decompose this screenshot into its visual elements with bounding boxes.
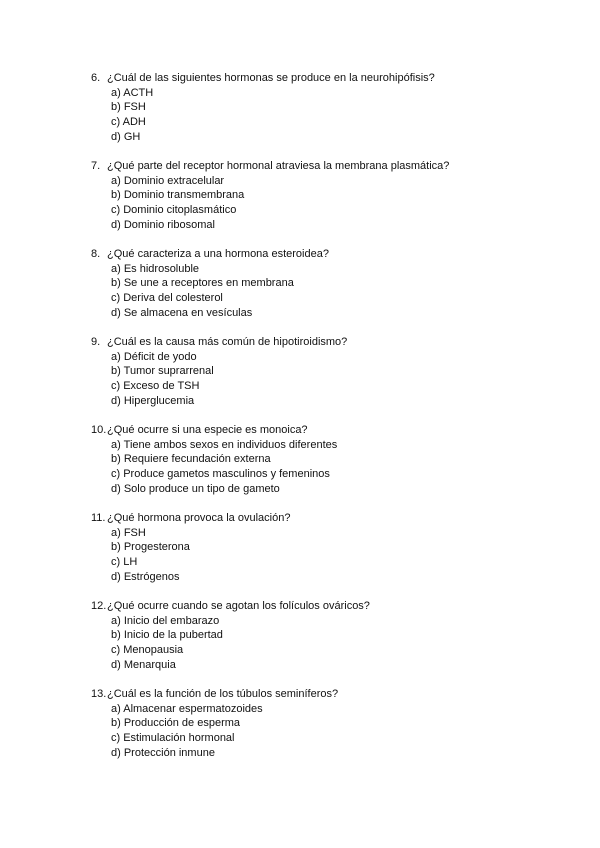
question-text: ¿Cuál es la causa más común de hipotiroidismo? [107,336,348,348]
question-8 [91,247,561,321]
question-number: 8. [91,248,101,260]
question-12 [91,599,561,673]
option-d: d) Solo produce un tipo de gameto [111,482,280,495]
options-list [111,262,561,321]
option-d: d) Estrógenos [111,570,180,583]
option-c: c) Estimulación hormonal [111,732,235,745]
option-d: d) Protección inmune [111,746,215,759]
option-c: c) Deriva del colesterol [111,292,223,305]
option-c: c) LH [111,556,138,569]
question-text: ¿Cuál de las siguientes hormonas se produce en la neurohipófisis? [107,72,435,84]
option-a: a) Es hidrosoluble [111,262,200,275]
option-b: b) Dominio transmembrana [111,189,245,202]
question-6 [91,71,561,145]
option-b: b) Requiere fecundación externa [111,453,271,466]
option-b: b) Se une a receptores en membrana [111,277,294,290]
options-list [111,614,561,673]
option-a: a) Almacenar espermatozoides [111,702,263,715]
option-a: a) Inicio del embarazo [111,614,220,627]
question-text: ¿Cuál es la función de los túbulos seminíferos? [107,688,339,700]
question-text: ¿Qué parte del receptor hormonal atraviesa la membrana plasmática? [107,160,450,172]
question-number: 6. [91,72,101,84]
question-text: ¿Qué caracteriza a una hormona esteroidea? [107,248,329,260]
question-line [91,599,561,614]
option-b: b) Producción de esperma [111,717,241,730]
question-11 [91,511,561,585]
option-b: b) Tumor suprarrenal [111,365,214,378]
options-list [111,350,561,409]
option-a: a) FSH [111,526,146,539]
option-d: d) Menarquia [111,658,176,671]
question-number: 9. [91,336,101,348]
option-c: c) Produce gametos masculinos y femeninos [111,468,330,481]
option-c: c) Dominio citoplasmático [111,204,237,217]
option-d: d) Dominio ribosomal [111,218,215,231]
options-list [111,526,561,585]
question-line [91,71,561,86]
option-c: c) Exceso de TSH [111,380,200,393]
option-b: b) FSH [111,101,146,114]
question-9 [91,335,561,409]
question-line [91,335,561,350]
option-b: b) Progesterona [111,541,190,554]
options-list [111,702,561,761]
options-list [111,86,561,145]
option-d: d) GH [111,130,141,143]
question-line [91,159,561,174]
option-d: d) Se almacena en vesículas [111,306,253,319]
question-number: 13. [91,688,107,700]
question-number: 12. [91,600,107,612]
option-a: a) Tiene ambos sexos en individuos diferentes [111,438,338,451]
option-d: d) Hiperglucemia [111,394,195,407]
question-text: ¿Qué ocurre cuando se agotan los folículos ováricos? [107,600,370,612]
question-number: 10. [91,424,107,436]
question-line [91,511,561,526]
question-13 [91,687,561,761]
options-list [111,174,561,233]
options-list [111,438,561,497]
question-7 [91,159,561,233]
question-10 [91,423,561,497]
option-c: c) Menopausia [111,644,184,657]
option-c: c) ADH [111,116,146,129]
option-a: a) ACTH [111,86,154,99]
question-line [91,687,561,702]
question-number: 11. [91,512,106,524]
question-line [91,423,561,438]
question-text: ¿Qué ocurre si una especie es monoica? [107,424,308,436]
option-a: a) Déficit de yodo [111,350,197,363]
option-a: a) Dominio extracelular [111,174,225,187]
question-number: 7. [91,160,101,172]
question-line [91,247,561,262]
question-text: ¿Qué hormona provoca la ovulación? [107,512,291,524]
option-b: b) Inicio de la pubertad [111,629,223,642]
